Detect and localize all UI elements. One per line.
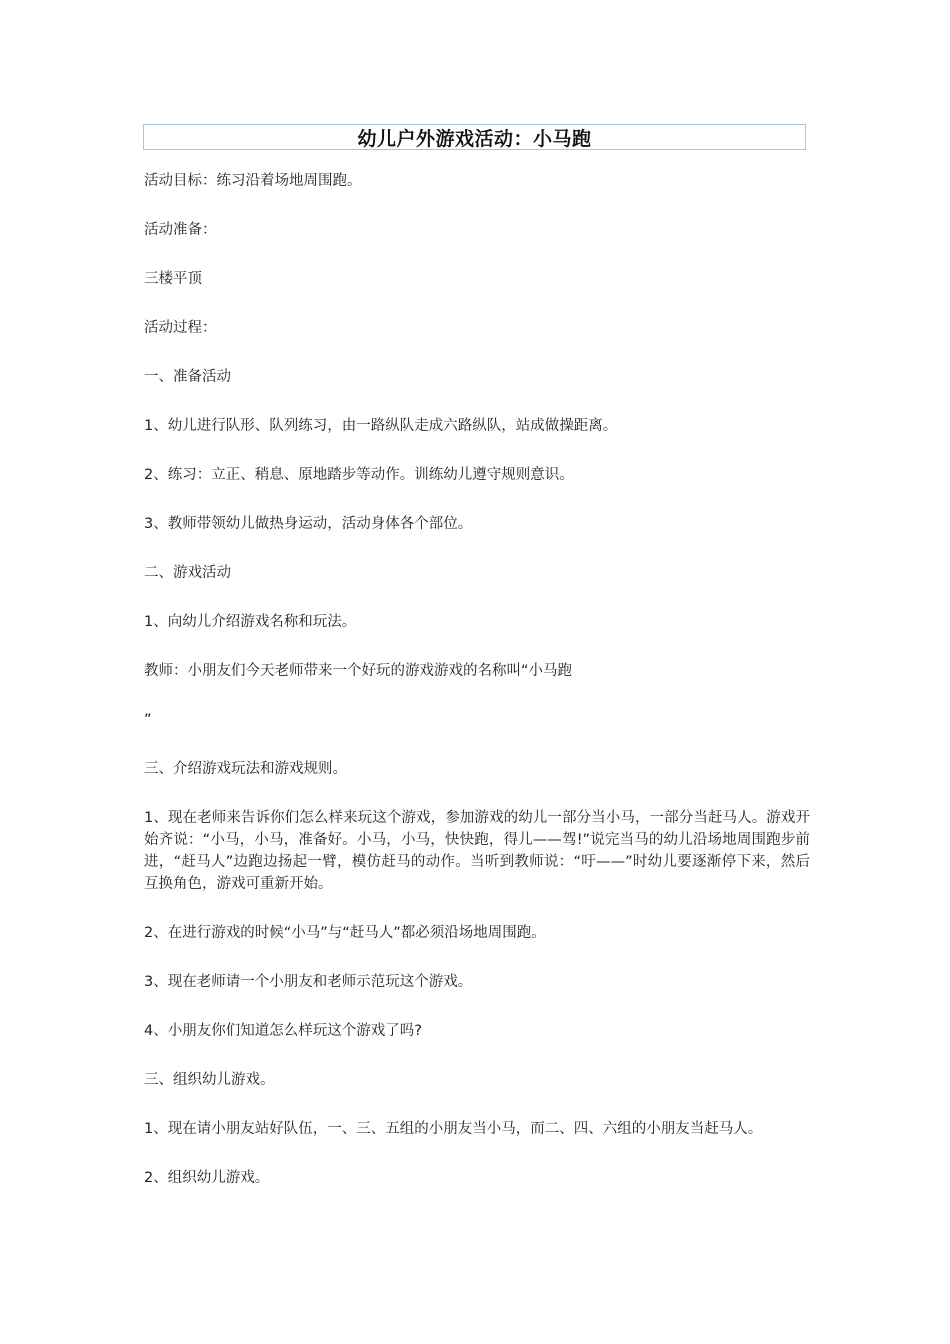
- document-title: 幼儿户外游戏活动：小马跑: [357, 127, 592, 150]
- paragraph: 2、组织幼儿游戏。: [144, 1170, 270, 1186]
- paragraph: 教师：小朋友们今天老师带来一个好玩的游戏游戏的名称叫“小马跑: [144, 663, 573, 679]
- paragraph: 1、幼儿进行队形、队列练习，由一路纵队走成六路纵队，站成做操距离。: [144, 418, 618, 434]
- paragraph: 三楼平顶: [144, 271, 202, 287]
- paragraph: 3、现在老师请一个小朋友和老师示范玩这个游戏。: [144, 974, 473, 990]
- paragraph: 活动准备：: [144, 222, 217, 238]
- paragraph: 三、组织幼儿游戏。: [144, 1072, 275, 1088]
- paragraph: 3、教师带领幼儿做热身运动，活动身体各个部位。: [144, 516, 473, 532]
- paragraph: 4、小朋友你们知道怎么样玩这个游戏了吗?: [144, 1023, 422, 1039]
- paragraph: 2、在进行游戏的时候“小马”与“赶马人”都必须沿场地周围跑。: [144, 925, 546, 941]
- paragraph: 1、向幼儿介绍游戏名称和玩法。: [144, 614, 357, 630]
- paragraph: 一、准备活动: [144, 369, 231, 385]
- document-body: [144, 170, 810, 1216]
- paragraph: 活动目标：练习沿着场地周围跑。: [144, 173, 362, 189]
- paragraph: 1、现在老师来告诉你们怎么样来玩这个游戏，参加游戏的幼儿一部分当小马，一部分当赶马人。游戏开始齐说：“小马，小马，准备好。小马，小马，快快跑，得儿——驾!”说完当马的幼儿沿场地周围跑步前进，“赶马人”边跑边扬起一臂，模仿赶马的动作。当听到教师说：“吁——”时幼儿要逐渐停下来，然后互换角色，游戏可重新开始。: [144, 810, 810, 892]
- paragraph: 2、练习：立正、稍息、原地踏步等动作。训练幼儿遵守规则意识。: [144, 467, 574, 483]
- paragraph: 活动过程：: [144, 320, 217, 336]
- title-box: [143, 124, 806, 150]
- paragraph: 1、现在请小朋友站好队伍，一、三、五组的小朋友当小马，而二、四、六组的小朋友当赶马人。: [144, 1121, 763, 1137]
- paragraph: 二、游戏活动: [144, 565, 231, 581]
- paragraph: ”: [144, 712, 152, 728]
- paragraph: 三、介绍游戏玩法和游戏规则。: [144, 761, 347, 777]
